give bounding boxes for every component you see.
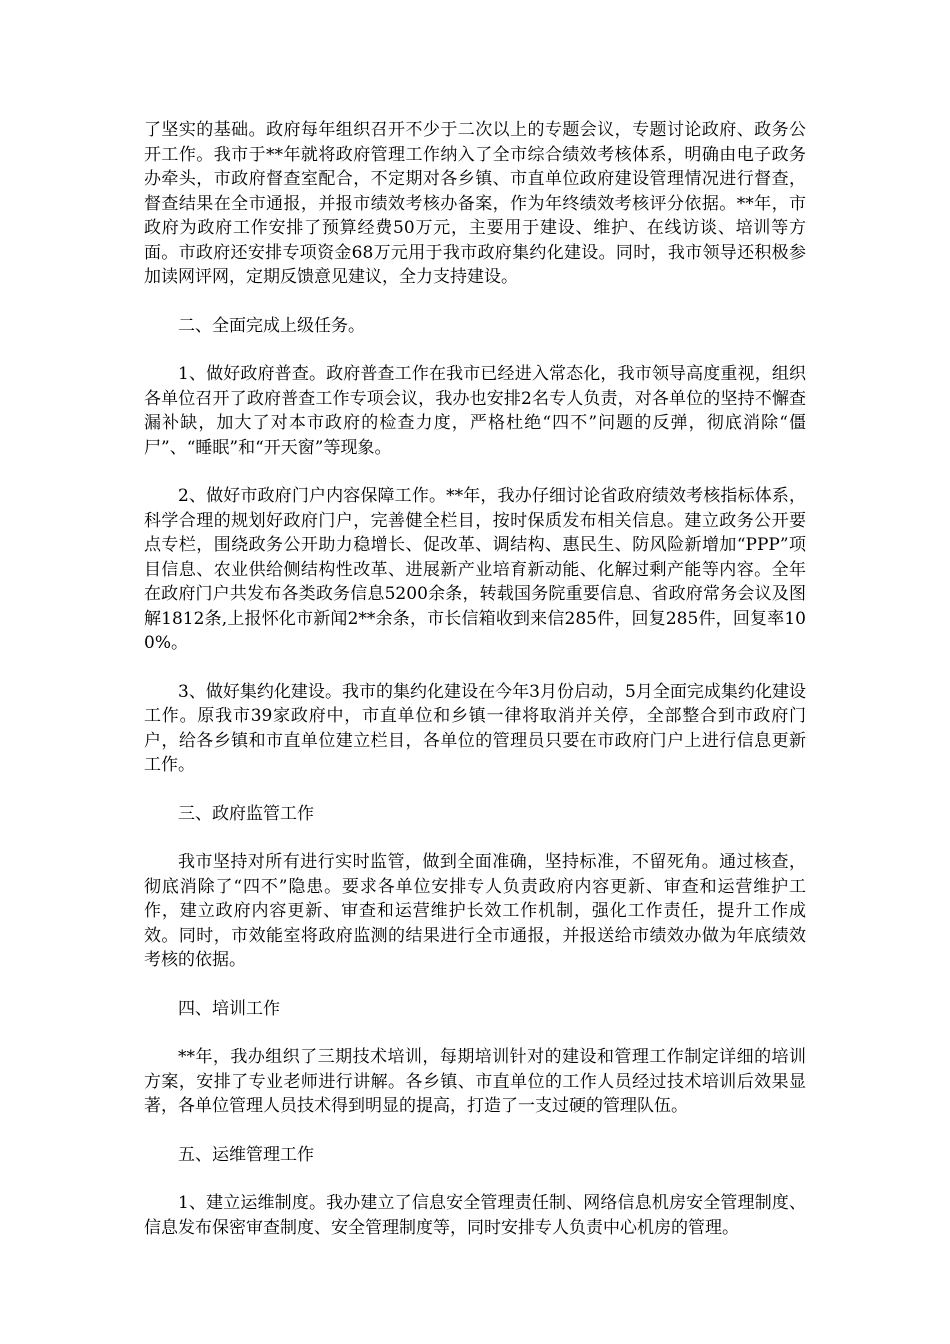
paragraph-gov-survey: 1、做好政府普查。政府普查工作在我市已经进入常态化，我市领导高度重视，组织各单位召开了政府普查工作专项会议，我办也安排2名专人负责，对各单位的坚持不懈查漏补缺，加大了对本市政府的检查力度，严格杜绝“四不”问题的反弹，彻底消除“僵尸”、“睡眠”和“开天窗”等现象。 [144, 364, 806, 458]
section-heading-5: 五、运维管理工作 [178, 1144, 314, 1165]
paragraph-portal-content: 2、做好市政府门户内容保障工作。**年，我办仔细讨论省政府绩效考核指标体系，科学合理的规划好政府门户，完善健全栏目，按时保质发布相关信息。建立政务公开要点专栏，围绕政务公开助力稳增长、促改革、调结构、惠民生、防风险新增加“PPP”项目信息、农业供给侧结构性改革、进展新产业培育新动能、化解过剩产能等内容。全年在政府门户共发布各类政务信息5200余条，转载国务院重要信息、省政府常务会议及图解1812条,上报怀化市新闻2**余条，市长信箱收到来信285件，回复285件，回复率100%。 [144, 486, 806, 653]
paragraph-supervision: 我市坚持对所有进行实时监管，做到全面准确，坚持标准，不留死角。通过核查，彻底消除了“四不”隐患。要求各单位安排专人负责政府内容更新、审查和运营维护工作，建立政府内容更新、审查和运营维护长效工作机制，强化工作责任，提升工作成效。同时，市效能室将政府监测的结果进行全市通报，并报送给市绩效办做为年底绩效考核的依据。 [144, 852, 806, 970]
paragraph-training: **年，我办组织了三期技术培训，每期培训针对的建设和管理工作制定详细的培训方案，安排了专业老师进行讲解。各乡镇、市直单位的工作人员经过技术培训后效果显著，各单位管理人员技术得到明显的提高，打造了一支过硬的管理队伍。 [144, 1047, 806, 1116]
paragraph-ops-system: 1、建立运维制度。我办建立了信息安全管理责任制、网络信息机房安全管理制度、信息发布保密审查制度、安全管理制度等，同时安排专人负责中心机房的管理。 [144, 1193, 806, 1238]
section-heading-4: 四、培训工作 [178, 998, 280, 1019]
paragraph-intro-continuation: 了坚实的基础。政府每年组织召开不少于二次以上的专题会议，专题讨论政府、政务公开工作。我市于**年就将政府管理工作纳入了全市综合绩效考核体系，明确由电子政务办牵头，市政府督查室配合，不定期对各乡镇、市直单位政府建设管理情况进行督查，督查结果在全市通报，并报市绩效考核办备案，作为年终绩效考核评分依据。**年，市政府为政府工作安排了预算经费50万元，主要用于建设、维护、在线访谈、培训等方面。市政府还安排专项资金68万元用于我市政府集约化建设。同时，我市领导还积极参加读网评网，定期反馈意见建议，全力支持建设。 [144, 120, 806, 287]
section-heading-3: 三、政府监管工作 [178, 803, 314, 824]
document-body [144, 118, 806, 1264]
section-heading-2: 二、全面完成上级任务。 [178, 315, 365, 336]
paragraph-consolidation: 3、做好集约化建设。我市的集约化建设在今年3月份启动，5月全面完成集约化建设工作。原我市39家政府中，市直单位和乡镇一律将取消并关停，全部整合到市政府门户，给各乡镇和市直单位建立栏目，各单位的管理员只要在市政府门户上进行信息更新工作。 [144, 681, 806, 775]
